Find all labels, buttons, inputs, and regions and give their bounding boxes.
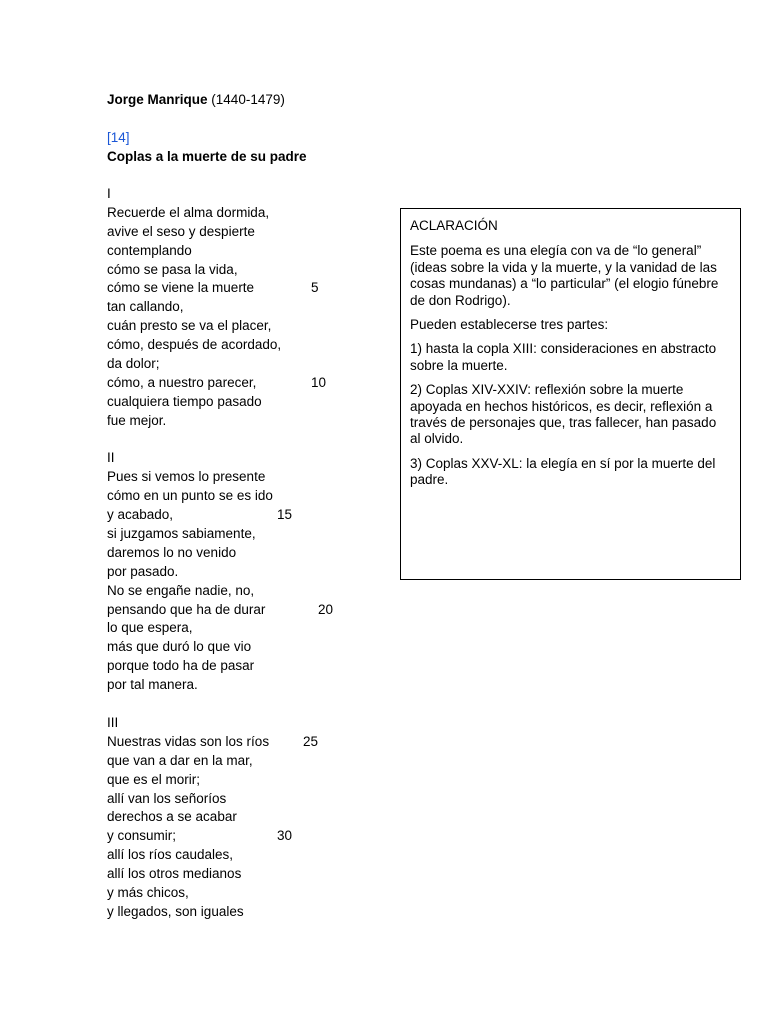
author-dates: (1440-1479): [211, 92, 285, 107]
verse-line: derechos a se acabar: [107, 809, 237, 825]
verse-line: tan callando,: [107, 299, 184, 315]
author-name: Jorge Manrique: [107, 92, 208, 107]
verse-line: que es el morir;: [107, 771, 201, 787]
verse-line: No se engañe nadie, no,: [107, 582, 255, 598]
line-number: 15: [277, 507, 293, 523]
verse-line: cómo se viene la muerte 5: [107, 279, 347, 298]
aclaracion-paragraph: 1) hasta la copla XIII: consideraciones en abstracto sobre la muerte.: [410, 341, 717, 373]
verse-line: cómo en un punto se es ido: [107, 488, 273, 504]
aclaracion-paragraph: 3) Coplas XXV-XL: la elegía en sí por la muerte del padre.: [410, 455, 716, 488]
verse-line: y llegados, son iguales: [107, 903, 244, 919]
verse-line: pensando que ha de durar 20: [107, 601, 347, 620]
verse-line: Recuerde el alma dormida,: [107, 204, 270, 220]
aclaracion-paragraph: Este poema es una elegía con va de “lo general” (ideas sobre la vida y la muerte, y la vanidad de las cosas mundanas) a “lo particular” (el elogio fúnebre de don Rodrigo).: [410, 243, 719, 308]
verse-line: Pues si vemos lo presente: [107, 469, 266, 485]
verse-line: más que duró lo que vio: [107, 639, 252, 655]
verse-line: cómo, después de acordado,: [107, 337, 282, 353]
verse-line: y consumir; 30: [107, 827, 347, 846]
verse-line: allí los ríos caudales,: [107, 847, 234, 863]
verse-line: daremos lo no venido: [107, 544, 237, 560]
verse-line: da dolor;: [107, 356, 160, 372]
verse-line: Nuestras vidas son los ríos 25: [107, 733, 347, 752]
aclaracion-paragraph: Pueden establecerse tres partes:: [410, 317, 609, 333]
aclaracion-heading: ACLARACIÓN: [410, 218, 498, 233]
line-number: 10: [311, 374, 327, 390]
verse-line: cómo se pasa la vida,: [107, 261, 238, 277]
line-number: 5: [311, 280, 319, 296]
stanza-numeral: II: [107, 450, 115, 466]
verse-line: que van a dar en la mar,: [107, 752, 253, 768]
verse-line: avive el seso y despierte: [107, 223, 255, 239]
verse-line: fue mejor.: [107, 412, 167, 428]
stanza-numeral: I: [107, 186, 111, 201]
verse-line: por pasado.: [107, 563, 179, 579]
line-number: 20: [318, 601, 334, 617]
verse-line: y acabado, 15: [107, 506, 347, 525]
verse-line: porque todo ha de pasar: [107, 658, 255, 674]
aclaracion-paragraph: 2) Coplas XIV-XXIV: reflexión sobre la muerte apoyada en hechos históricos, es decir, reflexión a través de personajes que, tras fallecer, han pasado al olvido.: [410, 382, 717, 447]
line-number: 25: [303, 733, 319, 749]
verse-line: allí los otros medianos: [107, 866, 242, 882]
verse-line: si juzgamos sabiamente,: [107, 526, 256, 542]
document-header: [107, 91, 285, 109]
verse-line: allí van los señoríos: [107, 790, 227, 806]
poem-body: [107, 185, 347, 922]
line-number: 30: [277, 828, 293, 844]
verse-line: cómo, a nuestro parecer, 10: [107, 374, 347, 393]
poem-title: Coplas a la muerte de su padre: [107, 149, 307, 164]
verse-line: por tal manera.: [107, 677, 198, 693]
verse-line: lo que espera,: [107, 620, 193, 636]
verse-line: cualquiera tiempo pasado: [107, 393, 262, 409]
reference-number: [14]: [107, 130, 130, 145]
verse-line: cuán presto se va el placer,: [107, 318, 272, 334]
aclaracion-box: [400, 208, 741, 580]
verse-line: y más chicos,: [107, 884, 189, 900]
verse-line: contemplando: [107, 242, 192, 258]
stanza-numeral: III: [107, 714, 119, 730]
